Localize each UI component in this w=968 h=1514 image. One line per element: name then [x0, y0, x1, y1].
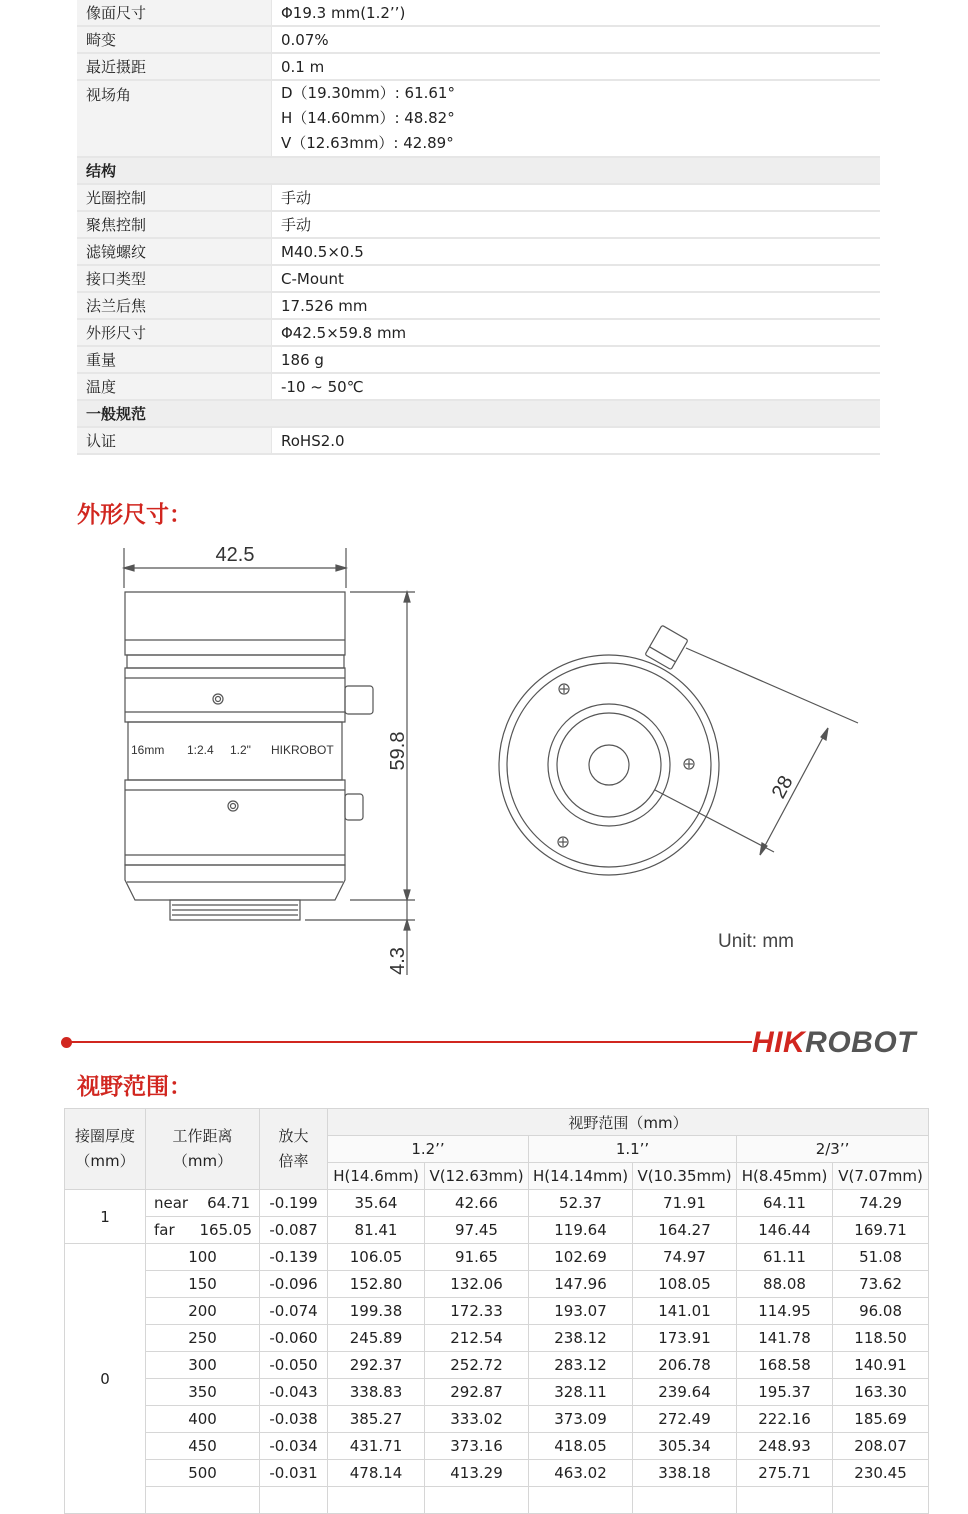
working-distance: 500: [146, 1460, 260, 1487]
fov-value: 163.30: [833, 1379, 929, 1406]
fov-value: 64.11: [737, 1190, 833, 1217]
fov-value: 292.87: [425, 1379, 529, 1406]
fov-value: 35.64: [328, 1190, 425, 1217]
fov-value: 252.72: [425, 1352, 529, 1379]
diameter-dimension-label: 28: [767, 772, 798, 803]
lens-format-marking: 1.2": [230, 743, 251, 757]
fov-value: 42.66: [425, 1190, 529, 1217]
axis-header: V(10.35mm): [633, 1163, 737, 1190]
lens-focal-marking: 16mm: [131, 743, 165, 757]
spec-value: 0.1 m: [272, 53, 881, 80]
spec-value: 186 g: [272, 346, 881, 373]
working-distance: 450: [146, 1433, 260, 1460]
height-dimension-label: 59.8: [387, 731, 409, 771]
distance-tag: near: [146, 1190, 200, 1217]
magnification: -0.050: [260, 1352, 328, 1379]
spec-label: 接口类型: [77, 265, 272, 292]
spec-value: M40.5×0.5: [272, 238, 881, 265]
axis-header: V(12.63mm): [425, 1163, 529, 1190]
fov-value: 52.37: [529, 1190, 633, 1217]
mount-dimension-label: 4.3: [387, 947, 409, 975]
fov-value: 96.08: [833, 1298, 929, 1325]
fov-value: 305.34: [633, 1433, 737, 1460]
fov-value: 168.58: [737, 1352, 833, 1379]
fov-table: [64, 1108, 929, 1514]
hikrobot-logo: HIKROBOT: [752, 1026, 916, 1059]
fov-value: 97.45: [425, 1217, 529, 1244]
fov-value: 195.37: [737, 1379, 833, 1406]
width-dimension-label: 42.5: [215, 544, 255, 566]
working-distance: 400: [146, 1406, 260, 1433]
fov-value: 199.38: [328, 1298, 425, 1325]
spec-value: RoHS2.0: [272, 427, 881, 454]
fov-value: 114.95: [737, 1298, 833, 1325]
fov-row: [65, 1352, 929, 1379]
sensor-header: 1.2’’: [328, 1136, 529, 1163]
spec-value: C-Mount: [272, 265, 881, 292]
spec-value-line: V（12.63mm）: 42.89°: [281, 134, 454, 152]
magnification: -0.096: [260, 1271, 328, 1298]
spec-label: 温度: [77, 373, 272, 400]
fov-value: 431.71: [328, 1433, 425, 1460]
dimensions-heading: 外形尺寸：: [77, 502, 192, 528]
fov-row: [65, 1406, 929, 1433]
magnification: -0.031: [260, 1460, 328, 1487]
working-distance: 64.71: [200, 1190, 260, 1217]
fov-value: 230.45: [833, 1460, 929, 1487]
working-distance: 200: [146, 1298, 260, 1325]
spec-label: 重量: [77, 346, 272, 373]
spec-value-line: H（14.60mm）: 48.82°: [281, 109, 455, 127]
working-distance: 350: [146, 1379, 260, 1406]
fov-value: 338.18: [633, 1460, 737, 1487]
spec-value: -10 ~ 50℃: [272, 373, 881, 400]
fov-value: 141.01: [633, 1298, 737, 1325]
magnification: -0.043: [260, 1379, 328, 1406]
spec-label: 法兰后焦: [77, 292, 272, 319]
working-distance: 100: [146, 1244, 260, 1271]
fov-value: 74.29: [833, 1190, 929, 1217]
fov-value: 245.89: [328, 1325, 425, 1352]
fov-value: 185.69: [833, 1406, 929, 1433]
fov-row: [65, 1271, 929, 1298]
lens-aperture-marking: 1:2.4: [187, 743, 214, 757]
fov-row: [65, 1460, 929, 1487]
fov-value: 328.11: [529, 1379, 633, 1406]
fov-value: 173.91: [633, 1325, 737, 1352]
fov-value: 119.64: [529, 1217, 633, 1244]
spec-label: 认证: [77, 427, 272, 454]
spec-section-title: 结构: [77, 157, 880, 184]
magnification: -0.034: [260, 1433, 328, 1460]
magnification: -0.199: [260, 1190, 328, 1217]
spec-label: 聚焦控制: [77, 211, 272, 238]
fov-value: 208.07: [833, 1433, 929, 1460]
fov-value: 373.16: [425, 1433, 529, 1460]
fov-value: 118.50: [833, 1325, 929, 1352]
fov-value: 463.02: [529, 1460, 633, 1487]
spec-label: 滤镜螺纹: [77, 238, 272, 265]
working-distance: 300: [146, 1352, 260, 1379]
fov-row: [65, 1379, 929, 1406]
spacer-cell: 0: [65, 1244, 146, 1514]
magnification: -0.060: [260, 1325, 328, 1352]
spec-label: 畸变: [77, 26, 272, 53]
spec-value: Φ42.5×59.8 mm: [272, 319, 881, 346]
magnification: -0.139: [260, 1244, 328, 1271]
fov-value: 206.78: [633, 1352, 737, 1379]
fov-value: 275.71: [737, 1460, 833, 1487]
fov-row: [65, 1190, 929, 1217]
col-mag-header: 放大倍率: [260, 1109, 328, 1190]
fov-value: 292.37: [328, 1352, 425, 1379]
fov-value: 152.80: [328, 1271, 425, 1298]
magnification: -0.038: [260, 1406, 328, 1433]
spec-value: Φ19.3 mm(1.2’’): [272, 0, 881, 26]
fov-value: 413.29: [425, 1460, 529, 1487]
sensor-header: 2/3’’: [737, 1136, 929, 1163]
fov-value: 74.97: [633, 1244, 737, 1271]
working-distance: 165.05: [200, 1217, 260, 1244]
fov-value: 140.91: [833, 1352, 929, 1379]
fov-row: [65, 1217, 929, 1244]
fov-value: 91.65: [425, 1244, 529, 1271]
fov-value: 248.93: [737, 1433, 833, 1460]
fov-value: 106.05: [328, 1244, 425, 1271]
fov-value: 338.83: [328, 1379, 425, 1406]
fov-value: 272.49: [633, 1406, 737, 1433]
spec-value: 手动: [272, 184, 881, 211]
fov-value: 88.08: [737, 1271, 833, 1298]
spec-value: 17.526 mm: [272, 292, 881, 319]
axis-header: V(7.07mm): [833, 1163, 929, 1190]
spec-label: 光圈控制: [77, 184, 272, 211]
fov-value: 385.27: [328, 1406, 425, 1433]
lens-brand-marking: HIKROBOT: [271, 743, 334, 757]
fov-row: [65, 1433, 929, 1460]
spec-value: 手动: [272, 211, 881, 238]
fov-value: 73.62: [833, 1271, 929, 1298]
fov-value: 51.08: [833, 1244, 929, 1271]
fov-value: 132.06: [425, 1271, 529, 1298]
fov-value: 146.44: [737, 1217, 833, 1244]
fov-value: 212.54: [425, 1325, 529, 1352]
fov-value: 238.12: [529, 1325, 633, 1352]
fov-value: 239.64: [633, 1379, 737, 1406]
fov-value: 193.07: [529, 1298, 633, 1325]
spec-label: 像面尺寸: [77, 0, 272, 26]
magnification: -0.087: [260, 1217, 328, 1244]
fov-value: 169.71: [833, 1217, 929, 1244]
col-wd-header: 工作距离（mm）: [146, 1109, 260, 1190]
working-distance: 150: [146, 1271, 260, 1298]
spec-label: 视场角: [77, 80, 272, 157]
section-divider: [62, 1041, 752, 1043]
unit-label: Unit: mm: [718, 931, 794, 952]
spec-label: 最近摄距: [77, 53, 272, 80]
fov-value: 61.11: [737, 1244, 833, 1271]
working-distance: 250: [146, 1325, 260, 1352]
fov-value: 172.33: [425, 1298, 529, 1325]
fov-value: 81.41: [328, 1217, 425, 1244]
fov-value: 141.78: [737, 1325, 833, 1352]
fov-row: [65, 1244, 929, 1271]
fov-value: 418.05: [529, 1433, 633, 1460]
spec-value: 0.07%: [272, 26, 881, 53]
fov-value: 102.69: [529, 1244, 633, 1271]
col-spacer-header: 接圈厚度（mm）: [65, 1109, 146, 1190]
fov-value: 478.14: [328, 1460, 425, 1487]
fov-row-clipped: [65, 1487, 929, 1514]
fov-value: 108.05: [633, 1271, 737, 1298]
fov-heading: 视野范围：: [77, 1074, 192, 1100]
magnification: -0.074: [260, 1298, 328, 1325]
spec-label: 外形尺寸: [77, 319, 272, 346]
spacer-cell: 1: [65, 1190, 146, 1244]
fov-value: 164.27: [633, 1217, 737, 1244]
fov-value: 373.09: [529, 1406, 633, 1433]
axis-header: H(8.45mm): [737, 1163, 833, 1190]
fov-value: 333.02: [425, 1406, 529, 1433]
distance-tag: far: [146, 1217, 200, 1244]
fov-value: 71.91: [633, 1190, 737, 1217]
fov-row: [65, 1298, 929, 1325]
fov-row: [65, 1325, 929, 1352]
sensor-header: 1.1’’: [529, 1136, 737, 1163]
fov-value: 222.16: [737, 1406, 833, 1433]
axis-header: H(14.6mm): [328, 1163, 425, 1190]
fov-value: 283.12: [529, 1352, 633, 1379]
spec-value-line: D（19.30mm）: 61.61°: [281, 84, 455, 102]
axis-header: H(14.14mm): [529, 1163, 633, 1190]
spec-section-title: 一般规范: [77, 400, 880, 427]
fov-group-header: 视野范围（mm）: [328, 1109, 929, 1136]
fov-value: 147.96: [529, 1271, 633, 1298]
